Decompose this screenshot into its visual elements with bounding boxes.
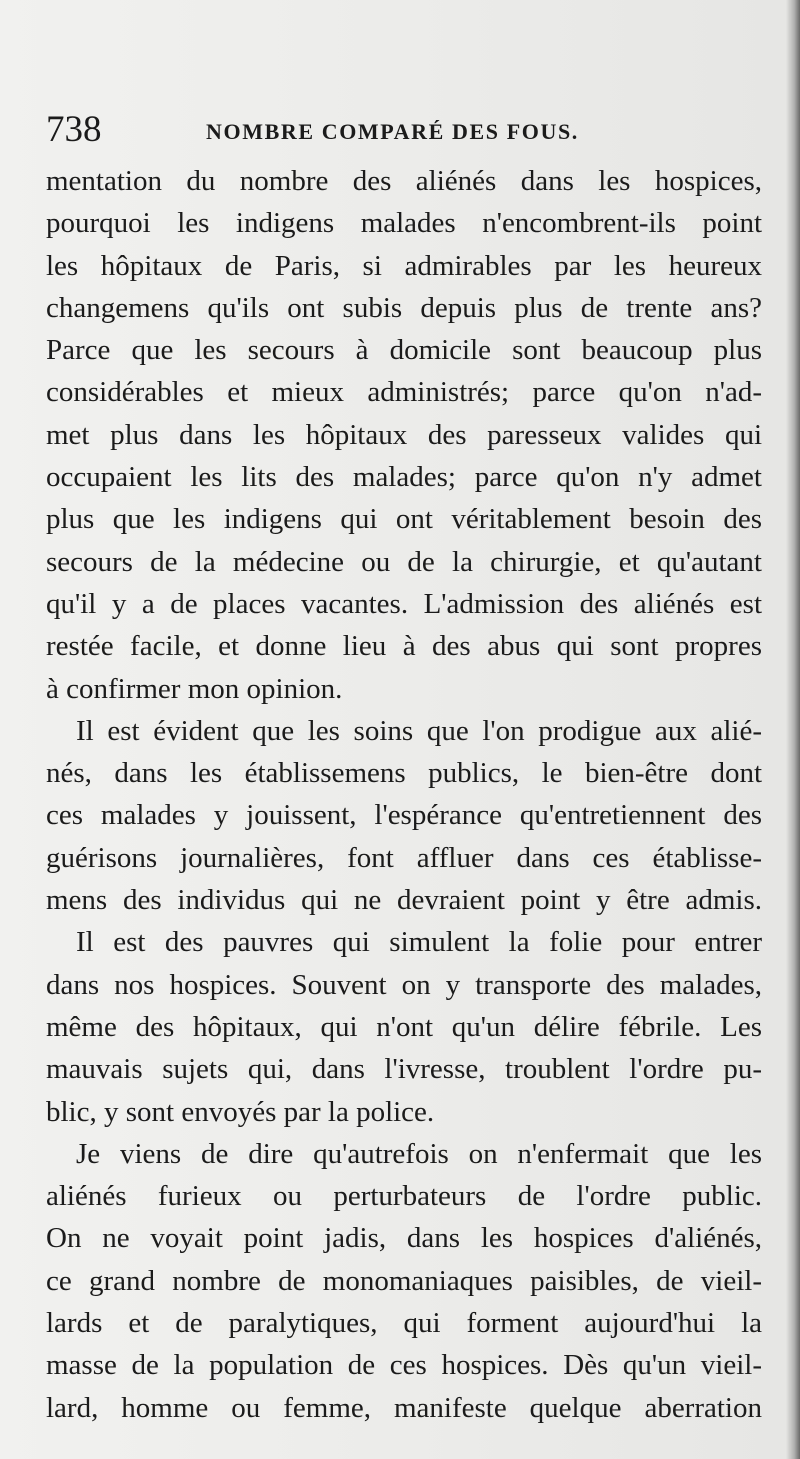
- text-line: considérables et mieux administrés; parce qu'on n'ad-: [46, 376, 762, 409]
- text-line: à confirmer mon opinion.: [46, 672, 343, 705]
- text-line: Il est des pauvres qui simulent la folie pour entrer: [76, 926, 762, 959]
- text-line: lard, homme ou femme, manifeste quelque aberration: [46, 1391, 762, 1424]
- page-edge-shadow: [786, 0, 800, 1459]
- text-line: masse de la population de ces hospices. Dès qu'un vieil-: [46, 1349, 762, 1382]
- text-line: On ne voyait point jadis, dans les hospices d'aliénés,: [46, 1222, 762, 1255]
- text-line: restée facile, et donne lieu à des abus qui sont propres: [46, 630, 762, 663]
- text-line: mens des individus qui ne devraient point y être admis.: [46, 884, 762, 917]
- text-line: plus que les indigens qui ont véritablement besoin des: [46, 503, 762, 536]
- text-line: met plus dans les hôpitaux des paresseux valides qui: [46, 418, 762, 451]
- text-line: dans nos hospices. Souvent on y transporte des malades,: [46, 968, 762, 1001]
- text-line: occupaient les lits des malades; parce qu'on n'y admet: [46, 461, 762, 494]
- running-title: NOMBRE COMPARÉ DES FOUS.: [206, 119, 579, 144]
- text-line: Il est évident que les soins que l'on prodigue aux alié-: [76, 714, 762, 747]
- page-number: 738: [46, 109, 102, 150]
- text-line: Je viens de dire qu'autrefois on n'enfermait que les: [76, 1137, 762, 1170]
- text-line: Parce que les secours à domicile sont beaucoup plus: [46, 334, 762, 367]
- text-line: pourquoi les indigens malades n'encombrent-ils point: [46, 207, 762, 240]
- text-line: aliénés furieux ou perturbateurs de l'ordre public.: [46, 1180, 762, 1213]
- text-line: ce grand nombre de monomaniaques paisibles, de vieil-: [46, 1264, 762, 1297]
- text-line: mauvais sujets qui, dans l'ivresse, troublent l'ordre pu-: [46, 1053, 762, 1086]
- text-line: blic, y sont envoyés par la police.: [46, 1095, 435, 1128]
- text-line: qu'il y a de places vacantes. L'admission des aliénés est: [46, 587, 762, 620]
- text-line: mentation du nombre des aliénés dans les hospices,: [46, 165, 762, 197]
- text-line: nés, dans les établissemens publics, le bien-être dont: [46, 757, 762, 790]
- text-line: changemens qu'ils ont subis depuis plus de trente ans?: [46, 291, 762, 324]
- text-line: les hôpitaux de Paris, si admirables par les heureux: [46, 249, 762, 282]
- page-header: [46, 108, 764, 152]
- text-line: guérisons journalières, font affluer dans ces établisse-: [46, 841, 762, 874]
- text-line: secours de la médecine ou de la chirurgie, et qu'autant: [46, 545, 762, 578]
- text-line: même des hôpitaux, qui n'ont qu'un délire fébrile. Les: [46, 1010, 762, 1043]
- text-line: ces malades y jouissent, l'espérance qu'entretiennent des: [46, 799, 762, 832]
- body-text: [46, 160, 762, 1429]
- text-line: lards et de paralytiques, qui forment aujourd'hui la: [46, 1307, 762, 1340]
